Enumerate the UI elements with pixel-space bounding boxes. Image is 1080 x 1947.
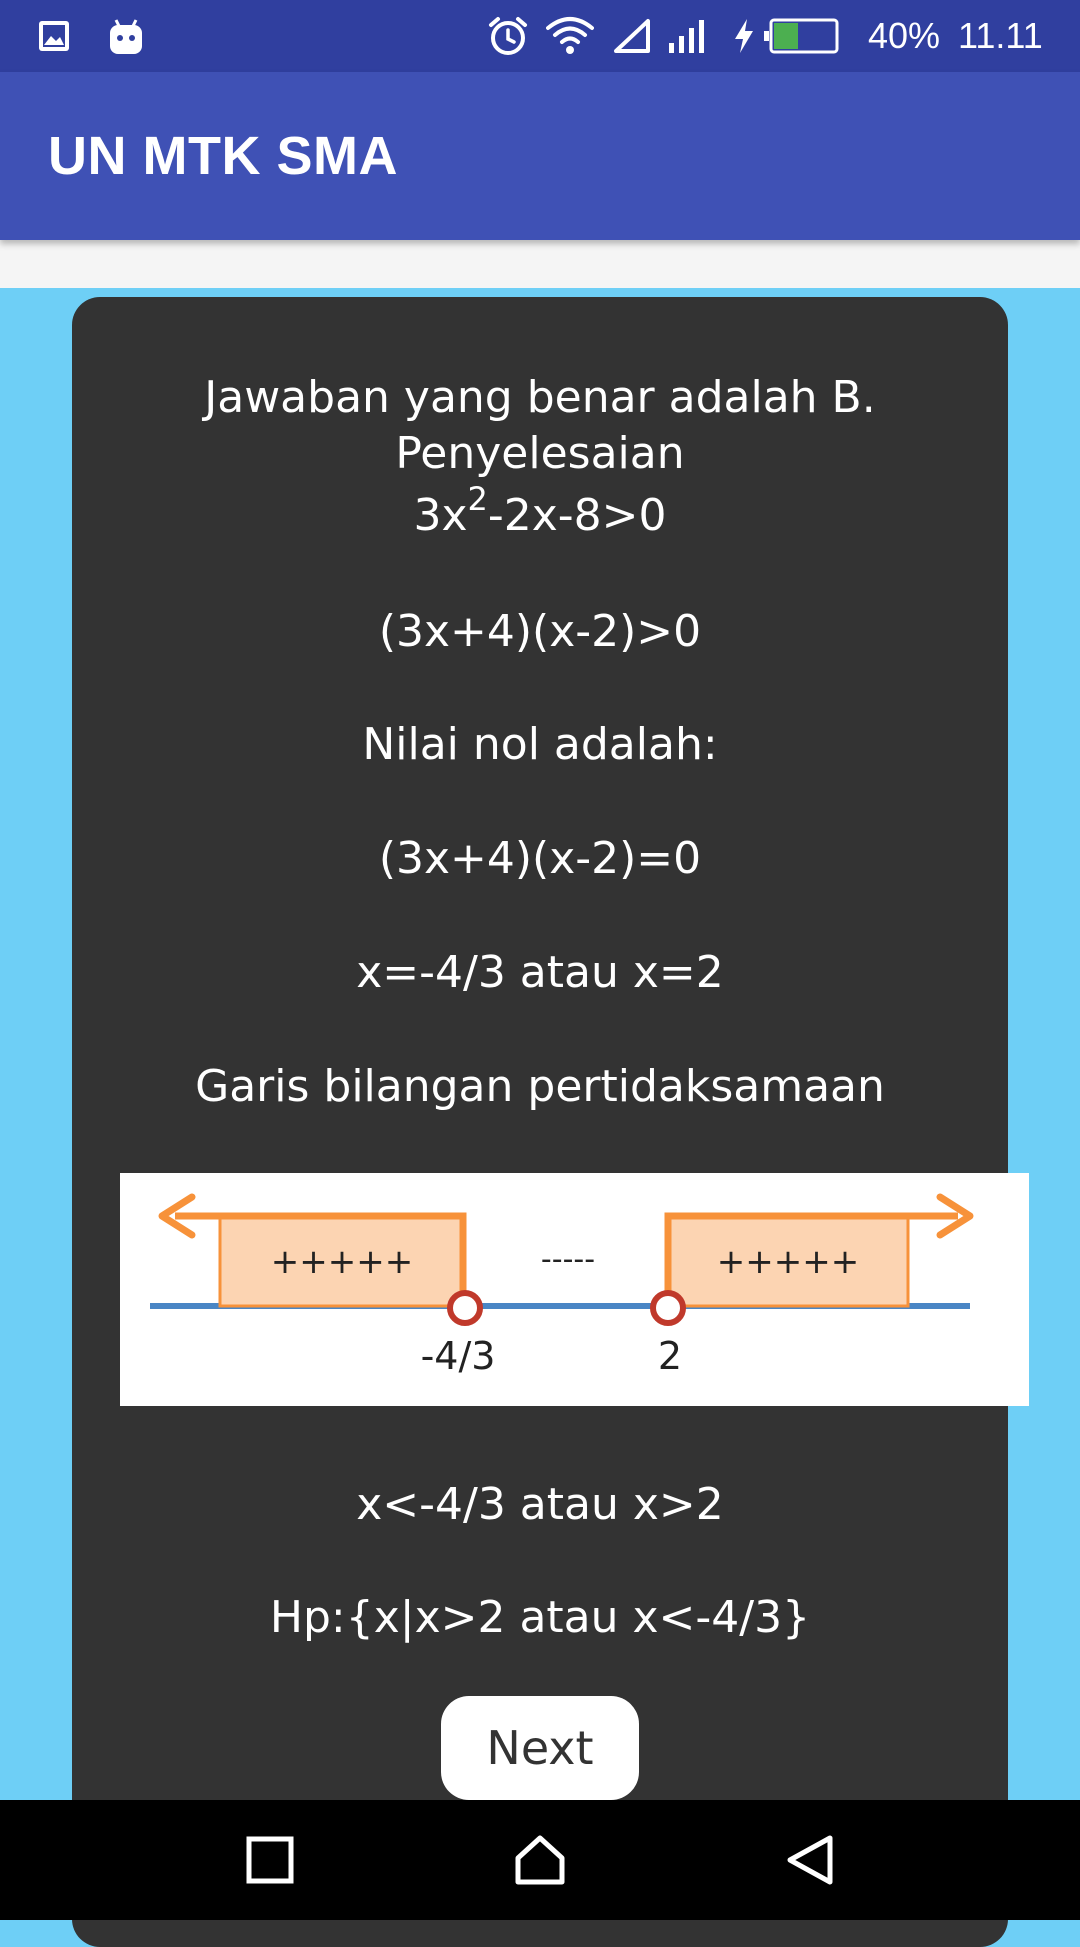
point-minus-four-thirds (450, 1293, 480, 1323)
point-two (653, 1293, 683, 1323)
factored-equation: (3x+4)(x-2)=0 (378, 833, 702, 884)
number-line-image (120, 1173, 1029, 1406)
navigation-bar (0, 1800, 1080, 1920)
zero-values-heading: Nilai nol adalah: (362, 719, 718, 770)
home-icon[interactable] (480, 1800, 600, 1920)
solution-heading: Penyelesaian (395, 428, 685, 479)
battery-icon (764, 0, 840, 72)
next-button[interactable]: Next (441, 1696, 639, 1800)
solution-set: Hp:{x|x>2 atau x<-4/3} (269, 1592, 811, 1643)
factored-inequality: (3x+4)(x-2)>0 (378, 606, 702, 657)
android-icon (106, 0, 146, 72)
equation-exponent: 2 (467, 480, 488, 519)
answer-statement: Jawaban yang benar adalah B. (204, 372, 876, 423)
recent-apps-icon[interactable] (210, 1800, 330, 1920)
top-strip (0, 240, 1080, 288)
app-bar (0, 72, 1080, 240)
equation-term: 3x (413, 490, 468, 541)
result-inequality: x<-4/3 atau x>2 (356, 1479, 724, 1530)
signal-bars-icon (666, 0, 710, 72)
battery-percent: 40% (868, 15, 941, 56)
point1-label: -4/3 (420, 1334, 496, 1378)
status-time: 11.11 (958, 15, 1043, 56)
left-sign: +++++ (270, 1242, 414, 1282)
roots-text: x=-4/3 atau x=2 (356, 947, 724, 998)
status-bar (0, 0, 1080, 72)
equation-rest: -2x-8>0 (487, 490, 667, 541)
wifi-icon (545, 0, 595, 72)
gallery-icon (36, 0, 72, 72)
charging-icon (730, 0, 758, 72)
back-icon[interactable] (750, 1800, 870, 1920)
signal-outline-icon (611, 0, 653, 72)
inequality-equation (0, 480, 1080, 544)
middle-sign: ----- (540, 1242, 596, 1277)
point2-label: 2 (657, 1334, 683, 1378)
app-title: UN MTK SMA (48, 126, 398, 186)
right-sign: +++++ (716, 1242, 860, 1282)
alarm-icon (486, 0, 530, 72)
number-line-heading: Garis bilangan pertidaksamaan (195, 1061, 885, 1112)
